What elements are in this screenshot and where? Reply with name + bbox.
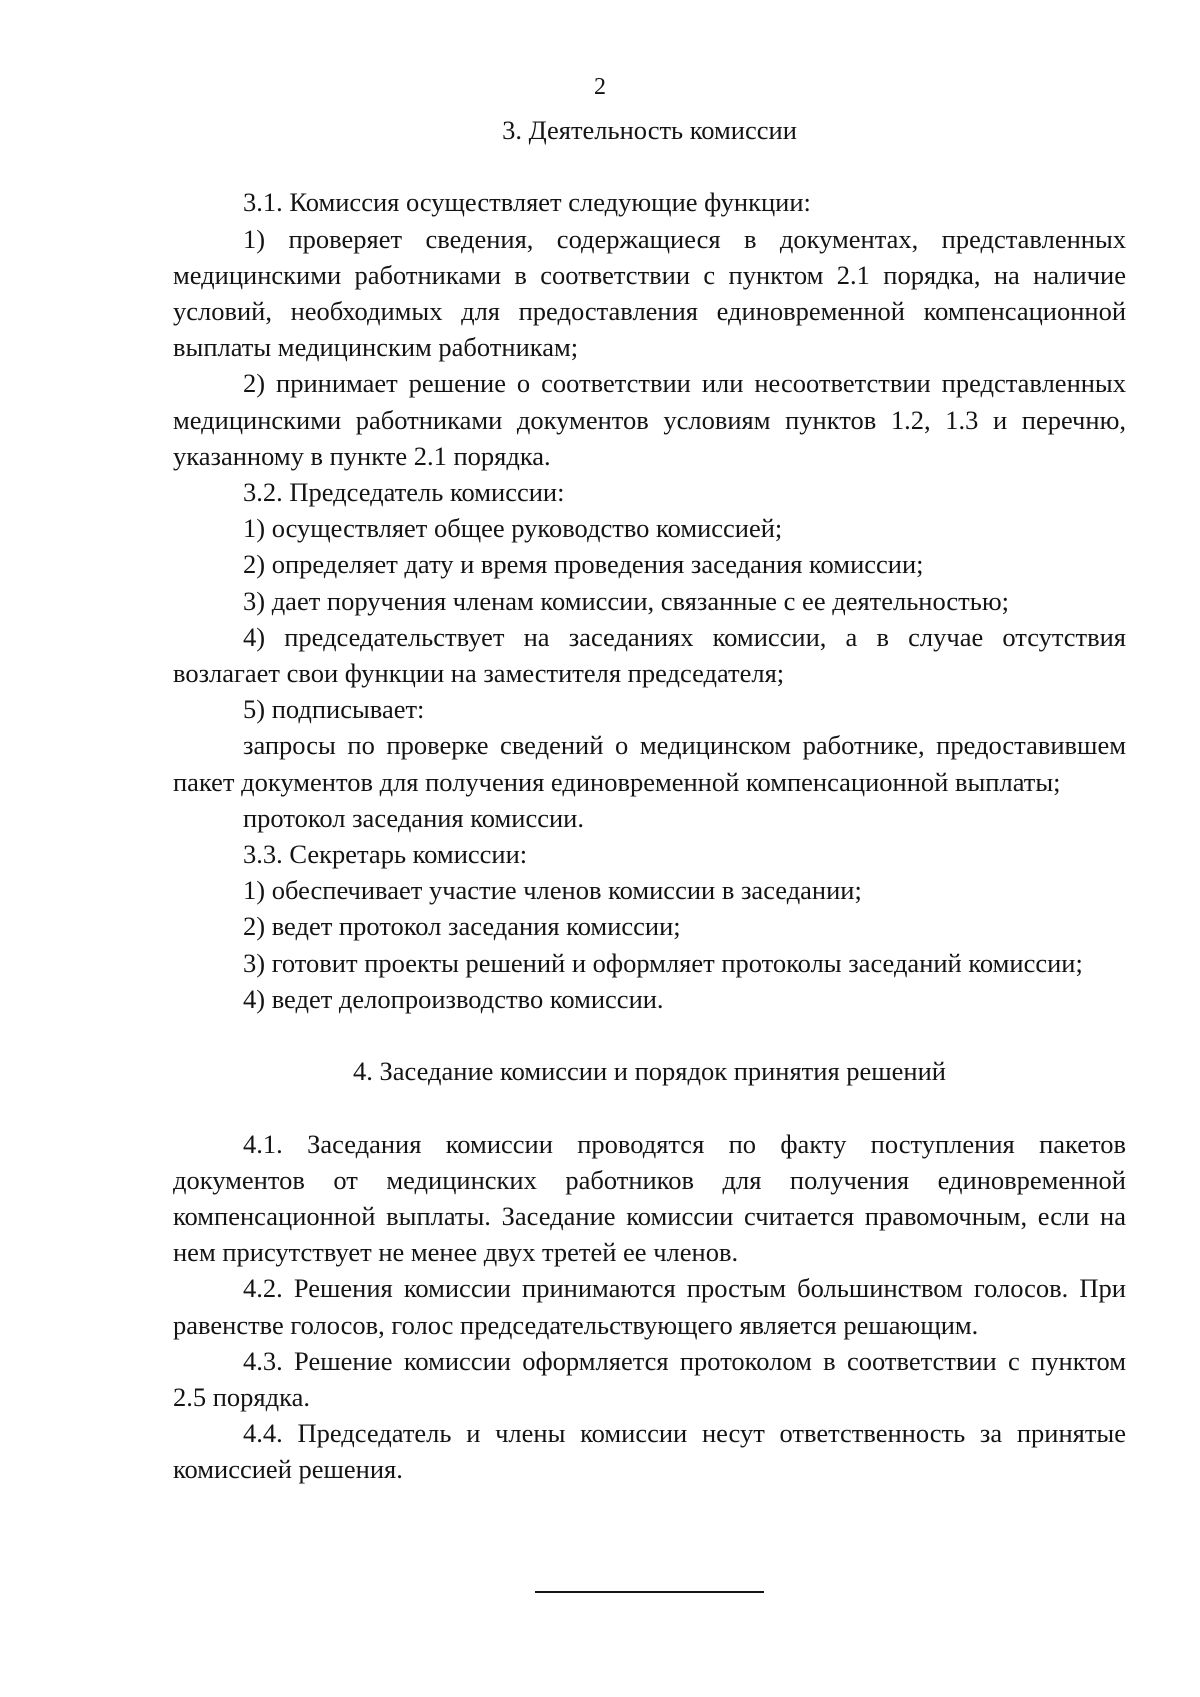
- spacer: [173, 1017, 1126, 1053]
- paragraph-3-1: 3.1. Комиссия осуществляет следующие функции:: [243, 187, 811, 218]
- section-3-title: 3. Деятельность комиссии: [502, 115, 797, 145]
- paragraph-3-3-item-3: 3) готовит проекты решений и оформляет протоколы заседаний комиссии;: [243, 947, 1083, 978]
- section-4-title: 4. Заседание комиссии и порядок принятия решений: [353, 1056, 946, 1087]
- paragraph-3-3-item-4: 4) ведет делопроизводство комиссии.: [243, 983, 664, 1014]
- paragraph-3-1-item-1: 1) проверяет сведения, содержащиеся в документах, представленных медицинскими работниками в соответствии с пунктом 2.1 порядка, на наличие условий, необходимых для предоставления единовременной компенсационной выплаты медицинским работникам;: [173, 223, 1126, 363]
- paragraph-4-3: 4.3. Решение комиссии оформляется протоколом в соответствии с пунктом 2.5 порядка.: [173, 1345, 1126, 1413]
- spacer: [173, 1089, 1126, 1125]
- paragraph-3-2-item-3: 3) дает поручения членам комиссии, связанные с ее деятельностью;: [243, 585, 1009, 616]
- paragraph-3-2-item-5: 5) подписывает:: [243, 694, 425, 725]
- paragraph-3-2-item-2: 2) определяет дату и время проведения заседания комиссии;: [243, 549, 924, 580]
- paragraph-3-2-item-5-requests: запросы по проверке сведений о медицинском работнике, предоставившем пакет документов для получения единовременной компенсационной выплаты;: [173, 730, 1126, 797]
- paragraph-3-2-item-1: 1) осуществляет общее руководство комиссией;: [243, 513, 783, 544]
- end-rule: [535, 1591, 764, 1593]
- paragraph-4-4: 4.4. Председатель и члены комиссии несут ответственность за принятые комиссией решения.: [173, 1418, 1126, 1485]
- paragraph-4-2: 4.2. Решения комиссии принимаются простым большинством голосов. При равенстве голосов, голос председательствующего является решающим.: [173, 1273, 1126, 1340]
- paragraph-4-1: 4.1. Заседания комиссии проводятся по факту поступления пакетов документов от медицинских работников для получения единовременной компенсационной выплаты. Заседание комиссии считается правомочным, если на нем присутствует не менее двух третей ее членов.: [173, 1128, 1126, 1268]
- document-body: [173, 112, 1126, 1488]
- paragraph-3-3-item-2: 2) ведет протокол заседания комиссии;: [243, 911, 681, 942]
- spacer: [173, 148, 1126, 184]
- paragraph-3-3: 3.3. Секретарь комиссии:: [243, 839, 528, 870]
- page-number: 2: [594, 74, 606, 100]
- paragraph-3-1-item-2: 2) принимает решение о соответствии или несоответствии представленных медицинскими работниками документов условиям пунктов 1.2, 1.3 и перечню, указанному в пункте 2.1 порядка.: [173, 368, 1126, 471]
- paragraph-3-2: 3.2. Председатель комиссии:: [243, 477, 565, 508]
- paragraph-3-2-item-5-protocol: протокол заседания комиссии.: [243, 802, 584, 833]
- paragraph-3-3-item-1: 1) обеспечивает участие членов комиссии в заседании;: [243, 875, 862, 906]
- paragraph-3-2-item-4: 4) председательствует на заседаниях комиссии, а в случае отсутствия возлагает свои функции на заместителя председателя;: [173, 621, 1126, 689]
